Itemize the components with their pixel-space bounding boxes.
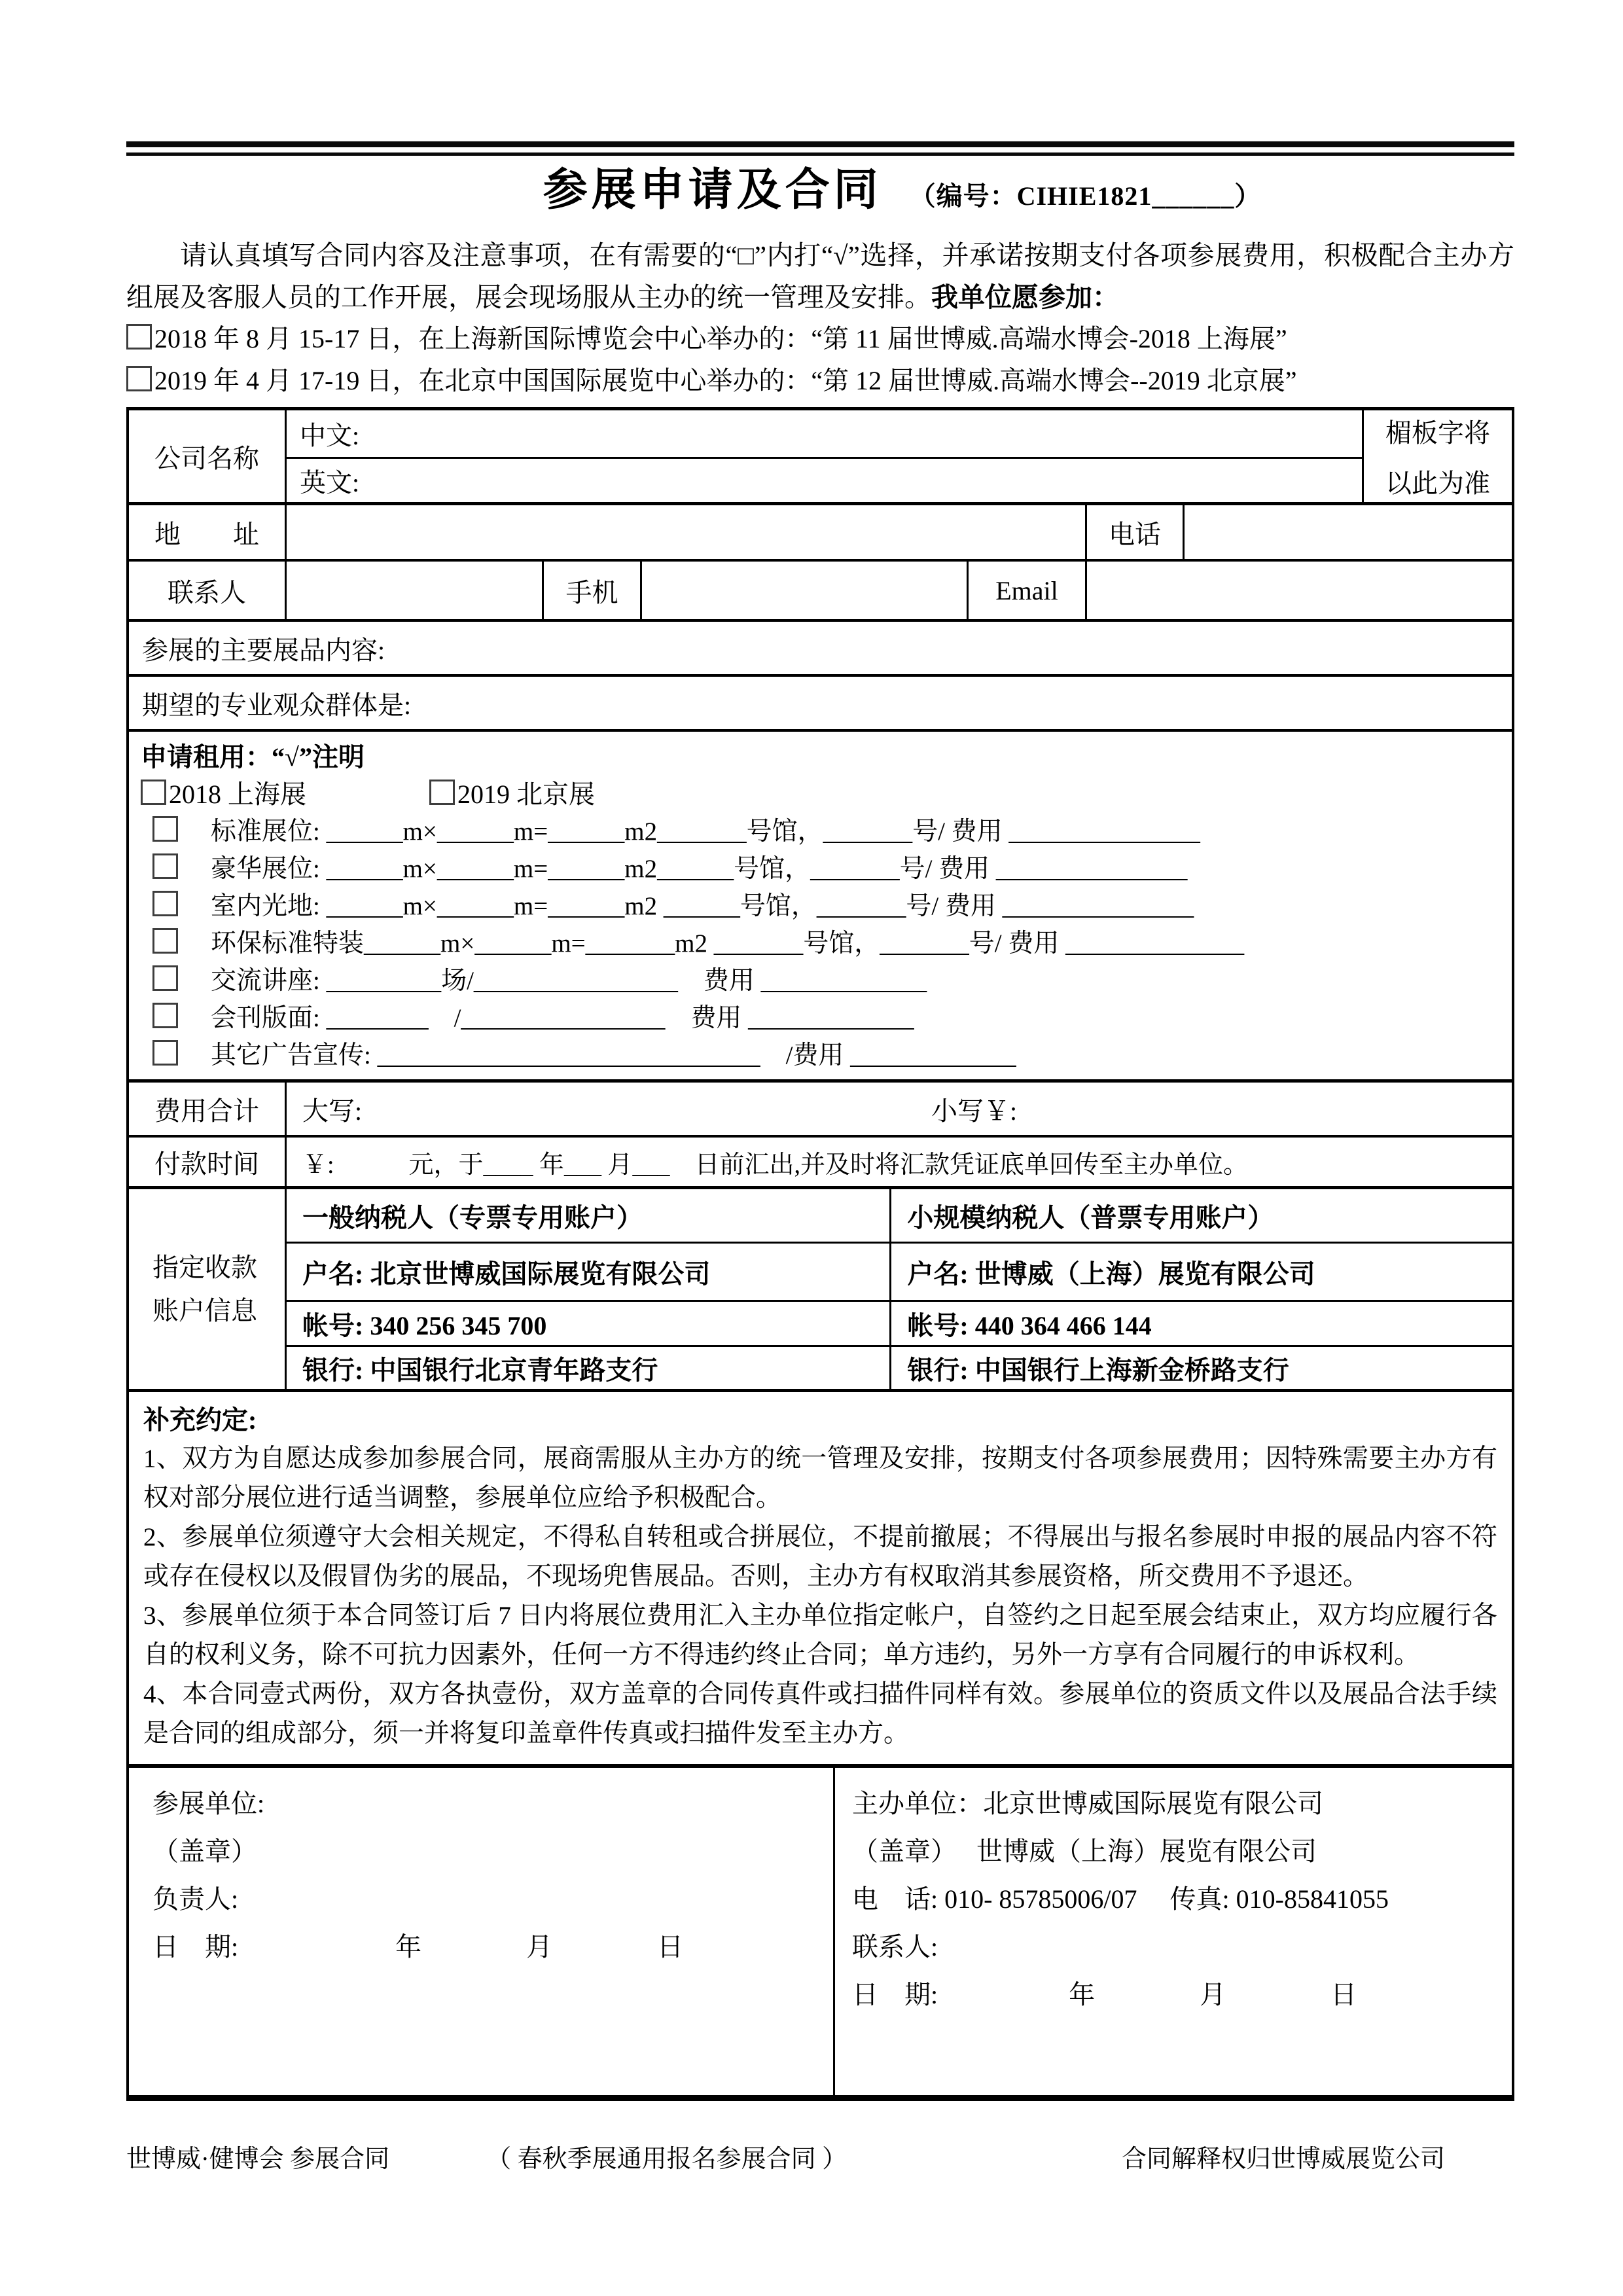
company-name-label: 公司名称	[154, 443, 259, 473]
page-footer	[126, 2142, 1514, 2177]
exhibitor-date-field[interactable]: 日 期: 年 月 日	[152, 1932, 684, 1962]
address-label: 地 址	[154, 519, 259, 549]
fee-amount-figures-field[interactable]: 小写￥:	[931, 1096, 1018, 1126]
checkbox-eco-custom[interactable]	[152, 928, 178, 954]
mobile-field[interactable]	[640, 562, 967, 619]
fee-total-label: 费用合计	[154, 1096, 259, 1126]
expo-option-2019-beijing	[126, 360, 1514, 402]
checkbox-standard-booth[interactable]	[152, 816, 178, 842]
small-account-bank: 银行: 中国银行上海新金桥路支行	[889, 1347, 1512, 1389]
small-account-number: 帐号: 440 364 466 144	[889, 1302, 1512, 1345]
checkbox-other-ads[interactable]	[152, 1040, 178, 1066]
footer-middle-text: （ 春秋季展通用报名参展合同 ）	[486, 2145, 847, 2173]
products-field[interactable]: 参展的主要展品内容:	[142, 635, 385, 665]
exhibitor-unit-field[interactable]: 参展单位:	[152, 1789, 265, 1818]
phone-label: 电话	[1085, 505, 1183, 559]
organizer-seal-text: （盖章） 世博威（上海）展览有限公司	[852, 1837, 1317, 1866]
indoor-space-blanks[interactable]: 室内光地: ______m×______m=______m2 ______号馆，_______号/ 费用 _______________	[211, 892, 1194, 920]
account-info-label	[129, 1189, 285, 1389]
account-header-row	[285, 1189, 1512, 1242]
title-line	[126, 158, 1514, 221]
checkbox-expo-2019[interactable]	[126, 366, 152, 391]
account-info-label-line2: 账户信息	[152, 1295, 257, 1325]
audience-field[interactable]: 期望的专业观众群体是:	[142, 690, 412, 720]
intro-text: 请认真填写合同内容及注意事项，在有需要的“□”内打“√”选择，并承诺按期支付各项参展费用，积极配合主办方组展及客服人员的工作开展，展会现场服从主办的统一管理及安排。	[126, 240, 1514, 312]
fee-total-fields	[285, 1083, 1512, 1135]
show-2019-label: 2019 北京展	[457, 780, 595, 809]
booking-item-other-ads	[129, 1037, 1512, 1074]
fee-total-row	[129, 1079, 1512, 1135]
company-name-row	[129, 410, 1512, 502]
checkbox-journal-page[interactable]	[152, 1003, 178, 1028]
company-name-cn-field[interactable]: 中文:	[287, 410, 1362, 459]
top-double-rule	[126, 141, 1514, 156]
account-info-body	[285, 1189, 1512, 1389]
supplement-clause-1: 1、双方为自愿达成参加参展合同，展商需服从主办方的统一管理及安排，按期支付各项参展费用；因特殊需要主办方有权对部分展位进行适当调整，参展单位应给予积极配合。	[143, 1444, 1497, 1512]
intro-bold-text: 我单位愿参加：	[931, 282, 1119, 312]
email-label: Email	[967, 562, 1085, 619]
email-field[interactable]	[1085, 562, 1512, 619]
checkbox-lecture[interactable]	[152, 965, 178, 991]
exhibitor-seal-label: （盖章）	[152, 1837, 257, 1866]
intro-paragraph	[126, 234, 1514, 318]
supplement-section	[129, 1389, 1512, 1764]
general-taxpayer-header: 一般纳税人（专票专用账户）	[285, 1189, 889, 1242]
show-2018-label: 2018 上海展	[169, 780, 306, 809]
exhibitor-head-field[interactable]: 负责人:	[152, 1884, 239, 1914]
organizer-signature-block	[833, 1768, 1512, 2095]
fascia-note-line1: 楣板字将	[1385, 418, 1490, 448]
supplement-clause-3: 3、参展单位须于本合同签订后 7 日内将展位费用汇入主办单位指定帐户，自签约之日起至展会结束止，双方均应履行各自的权利义务，除不可抗力因素外，任何一方不得违约终止合同；单方违约，另外一方享有合同履行的申诉权利。	[143, 1602, 1497, 1669]
mobile-label: 手机	[542, 562, 640, 619]
small-taxpayer-header: 小规模纳税人（普票专用账户）	[889, 1189, 1512, 1242]
contact-field[interactable]	[285, 562, 542, 619]
booking-item-deluxe-booth	[129, 850, 1512, 888]
booking-header: 申请租用：“√”注明	[141, 742, 365, 772]
contract-serial-field[interactable]: （编号：CIHIE1821______）	[909, 181, 1262, 211]
booking-item-standard-booth	[129, 813, 1512, 850]
exhibitor-signature-block	[129, 1768, 833, 2095]
supplement-clause-2: 2、参展单位须遵守大会相关规定，不得私自转租或合拼展位，不提前撤展；不得展出与报名参展时申报的展品内容不符或存在侵权以及假冒伪劣的展品，不现场兜售展品。否则，主办方有权取消其参展资格，所交费用不予退还。	[143, 1523, 1497, 1590]
checkbox-expo-2018[interactable]	[126, 324, 152, 350]
organizer-date-field[interactable]: 日 期: 年 月 日	[852, 1980, 1357, 2009]
account-number-row	[285, 1300, 1512, 1345]
supplement-header: 补充约定:	[143, 1405, 257, 1435]
standard-booth-blanks[interactable]: 标准展位: ______m×______m=______m2_______号馆，_______号/ 费用 _______________	[211, 817, 1200, 846]
payment-time-label: 付款时间	[154, 1149, 259, 1179]
general-account-name: 户名: 北京世博威国际展览有限公司	[285, 1244, 889, 1300]
checkbox-indoor-space[interactable]	[152, 891, 178, 916]
account-bank-row	[285, 1345, 1512, 1389]
expo-option-2019-label: 2019 年 4 月 17-19 日，在北京中国国际展览中心举办的：“第 12 届世博威.高端水博会--2019 北京展”	[154, 366, 1297, 395]
fascia-note-line2: 以此为准	[1385, 469, 1490, 498]
signature-section	[129, 1764, 1512, 2095]
general-account-bank: 银行: 中国银行北京青年路支行	[285, 1347, 889, 1389]
company-name-en-field[interactable]: 英文:	[300, 467, 360, 497]
checkbox-show-2019-beijing[interactable]	[429, 780, 455, 805]
booking-show-options	[129, 776, 1512, 813]
address-row	[129, 502, 1512, 559]
footer-left-text: 世博威·健博会 参展合同	[126, 2145, 390, 2173]
company-name-fields	[285, 410, 1362, 502]
booking-section	[129, 729, 1512, 1079]
payment-time-field[interactable]: ￥: 元，于____ 年___ 月___ 日前汇出,并及时将汇款凭证底单回传至主办单位。	[285, 1138, 1512, 1186]
organizer-contact-field[interactable]: 联系人:	[852, 1932, 938, 1962]
organizer-phone-fax-text: 电 话: 010- 85785006/07 传真: 010-85841055	[852, 1884, 1389, 1914]
fascia-note	[1362, 410, 1512, 502]
page-title: 参展申请及合同	[543, 165, 882, 215]
small-account-name: 户名: 世博威（上海）展览有限公司	[889, 1244, 1512, 1300]
contact-row	[129, 559, 1512, 619]
journal-page-blanks[interactable]: 会刊版面: ________ /________________ 费用 _____________	[211, 1004, 914, 1032]
payment-time-row	[129, 1135, 1512, 1186]
other-ads-blanks[interactable]: 其它广告宣传: ______________________________ /费用 _____________	[211, 1041, 1016, 1069]
account-info-section	[129, 1186, 1512, 1389]
general-account-number: 帐号: 340 256 345 700	[285, 1302, 889, 1345]
products-row	[129, 619, 1512, 674]
phone-field[interactable]	[1183, 505, 1512, 559]
booking-item-eco-custom	[129, 925, 1512, 962]
fee-amount-words-field[interactable]: 大写:	[302, 1096, 363, 1126]
eco-custom-blanks[interactable]: 环保标准特装______m×______m=_______m2 _______号馆，_______号/ 费用 ______________	[211, 929, 1245, 958]
expo-option-2018-shanghai	[126, 318, 1514, 360]
address-field[interactable]	[285, 505, 1085, 559]
booking-item-journal-page	[129, 999, 1512, 1037]
lecture-blanks[interactable]: 交流讲座: _________场/________________ 费用 _____________	[211, 967, 927, 995]
contract-table	[126, 407, 1514, 2101]
account-name-row	[285, 1242, 1512, 1300]
checkbox-deluxe-booth[interactable]	[152, 853, 178, 879]
expo-option-2018-label: 2018 年 8 月 15-17 日，在上海新国际博览会中心举办的：“第 11 届世博威.高端水博会-2018 上海展”	[154, 324, 1287, 353]
contact-label: 联系人	[168, 577, 246, 607]
supplement-clause-4: 4、本合同壹式两份，双方各执壹份，双方盖章的合同传真件或扫描件同样有效。参展单位的资质文件以及展品合法手续是合同的组成部分，须一并将复印盖章件传真或扫描件发至主办方。	[143, 1680, 1497, 1748]
audience-row	[129, 674, 1512, 729]
organizer-unit-text: 主办单位：北京世博威国际展览有限公司	[852, 1789, 1323, 1818]
booking-item-lecture	[129, 962, 1512, 999]
account-info-label-line1: 指定收款	[152, 1252, 257, 1282]
booking-item-indoor-space	[129, 888, 1512, 925]
checkbox-show-2018-shanghai[interactable]	[141, 780, 166, 805]
deluxe-booth-blanks[interactable]: 豪华展位: ______m×______m=______m2______号馆，_______号/ 费用 _______________	[211, 855, 1188, 883]
footer-right-text: 合同解释权归世博威展览公司	[1121, 2145, 1445, 2173]
